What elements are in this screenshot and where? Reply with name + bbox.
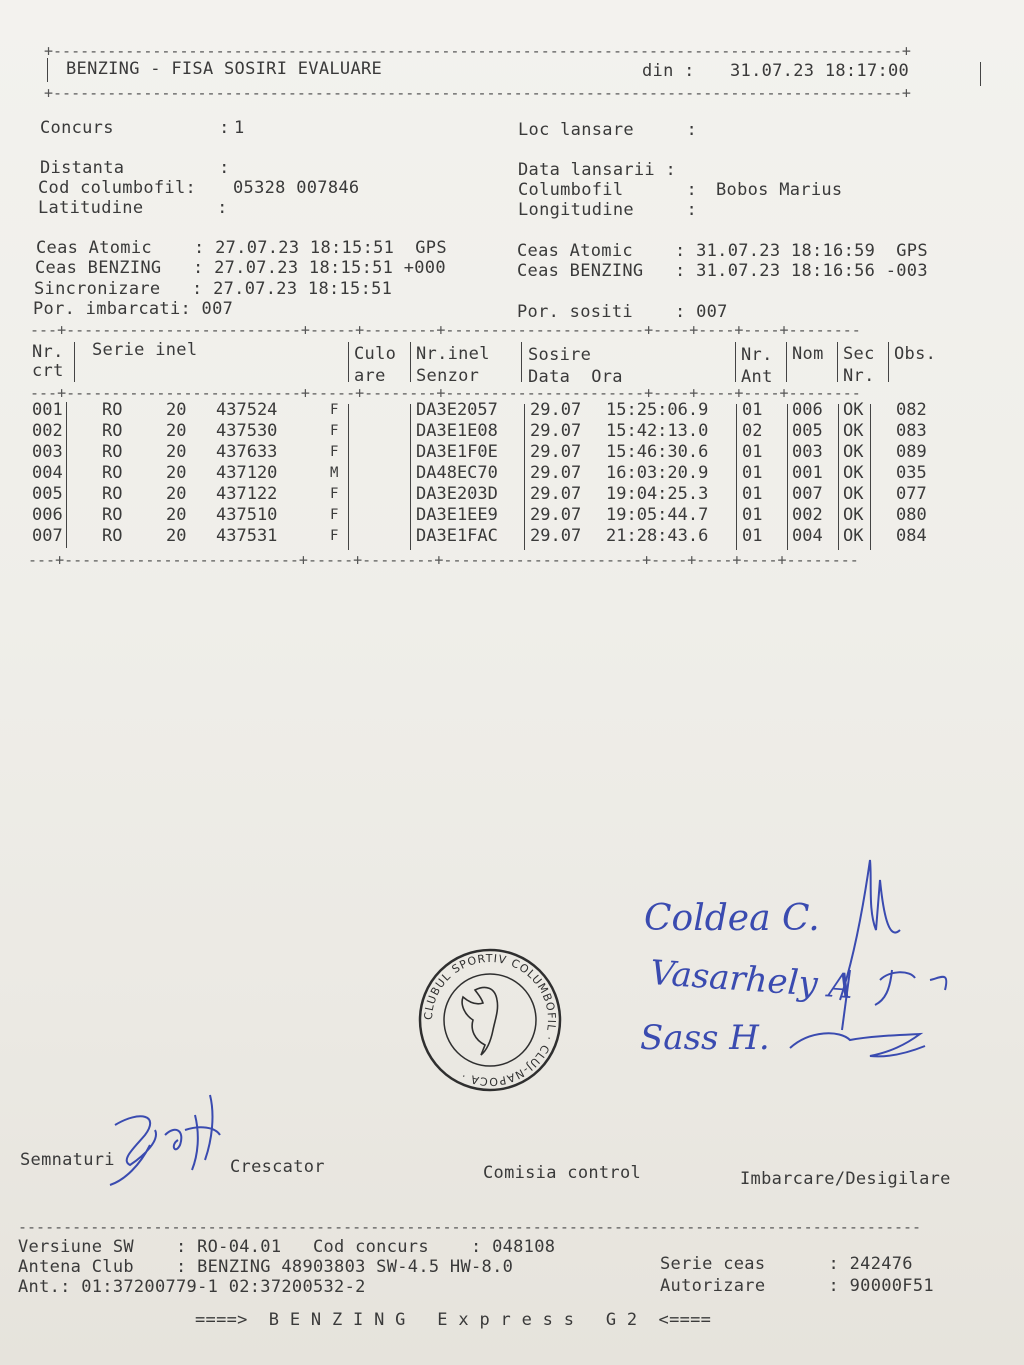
th-sec-nr: Nr. [843, 366, 875, 386]
signature-name-coldea: Coldea C. [644, 898, 820, 939]
table-row [0, 421, 1024, 442]
row-year: 20 [166, 505, 187, 525]
footer-autorizare: Autorizare : 90000F51 [660, 1276, 934, 1296]
row-country: RO [102, 484, 123, 504]
table-top-rule: ---+--------------------------+-----+--------+----------------------+----+----+----+-------- [30, 323, 861, 337]
row-ant: 01 [742, 463, 763, 483]
row-sex: F [330, 486, 339, 502]
row-sensor: DA3E1E08 [416, 421, 498, 441]
th-nr: Nr. [32, 342, 64, 362]
crescator-signature-icon [100, 1085, 240, 1195]
row-country: RO [102, 400, 123, 420]
table-bottom-rule: ---+--------------------------+-----+--------+----------------------+----+----+----+-------- [28, 553, 859, 567]
th-culo: Culo [354, 344, 397, 364]
header-right-bar [980, 62, 981, 86]
col-sep [888, 342, 889, 382]
row-nr: 005 [32, 484, 63, 504]
row-date: 29.07 [530, 484, 582, 504]
col-sep [837, 342, 838, 382]
din-value: 31.07.23 18:17:00 [730, 61, 910, 81]
row-nom: 007 [792, 484, 823, 504]
th-serie: Serie inel [92, 340, 198, 360]
loc-lansare-label: Loc lansare : [518, 120, 698, 140]
row-ring: 437531 [216, 526, 278, 546]
row-country: RO [102, 421, 123, 441]
label-crescator: Crescator [230, 1157, 325, 1177]
row-ant: 01 [742, 505, 763, 525]
row-sec: OK [843, 442, 864, 462]
row-nr: 001 [32, 400, 63, 420]
row-date: 29.07 [530, 421, 582, 441]
row-date: 29.07 [530, 505, 582, 525]
th-nom: Nom [792, 344, 824, 364]
row-year: 20 [166, 442, 187, 462]
th-data-ora: Data Ora [528, 367, 623, 387]
row-sec: OK [843, 421, 864, 441]
row-time: 21:28:43.6 [606, 526, 709, 546]
data-lansarii-label: Data lansarii : [518, 160, 677, 180]
row-country: RO [102, 526, 123, 546]
label-imbarcare: Imbarcare/Desigilare [740, 1169, 951, 1189]
footer-versiune: Versiune SW : RO-04.01 Cod concurs : 048108 [18, 1237, 556, 1257]
row-time: 15:25:06.9 [606, 400, 709, 420]
row-ring: 437633 [216, 442, 278, 462]
row-sex: F [330, 528, 339, 544]
columbofil-value: Bobos Marius [716, 180, 843, 200]
row-year: 20 [166, 463, 187, 483]
row-sensor: DA3E2057 [416, 400, 498, 420]
col-sep [786, 342, 787, 382]
th-ant: Ant [741, 367, 773, 387]
row-date: 29.07 [530, 400, 582, 420]
row-nom: 004 [792, 526, 823, 546]
row-sec: OK [843, 505, 864, 525]
latitudine-label: Latitudine : [38, 198, 228, 218]
th-nrinel: Nr.inel [416, 344, 490, 364]
row-ring: 437510 [216, 505, 278, 525]
row-sensor: DA48EC70 [416, 463, 498, 483]
row-obs: 080 [896, 505, 927, 525]
row-obs: 035 [896, 463, 927, 483]
concurs-value: 1 [234, 118, 245, 138]
row-ant: 01 [742, 526, 763, 546]
signature-name-vasarhely: Vasarhely A [648, 952, 855, 1008]
row-obs: 084 [896, 526, 927, 546]
document-title: BENZING - FISA SOSIRI EVALUARE [66, 59, 383, 79]
row-sec: OK [843, 484, 864, 504]
th-crt: crt [32, 361, 64, 381]
row-country: RO [102, 463, 123, 483]
col-sep [735, 342, 736, 382]
row-sensor: DA3E1FAC [416, 526, 498, 546]
row-country: RO [102, 442, 123, 462]
row-obs: 082 [896, 400, 927, 420]
row-sensor: DA3E1F0E [416, 442, 498, 462]
row-nom: 003 [792, 442, 823, 462]
row-obs: 083 [896, 421, 927, 441]
row-time: 15:42:13.0 [606, 421, 709, 441]
row-year: 20 [166, 421, 187, 441]
th-nr-ant: Nr. [741, 345, 773, 365]
distanta-label: Distanta : [40, 158, 230, 178]
row-ant: 02 [742, 421, 763, 441]
longitudine-label: Longitudine : [518, 200, 698, 220]
th-sosire: Sosire [528, 345, 592, 365]
footer-ant: Ant.: 01:37200779-1 02:37200532-2 [18, 1277, 366, 1297]
row-nom: 002 [792, 505, 823, 525]
th-obs: Obs. [894, 344, 937, 364]
col-sep [74, 342, 75, 382]
row-nr: 003 [32, 442, 63, 462]
row-time: 16:03:20.9 [606, 463, 709, 483]
col-sep [410, 342, 411, 382]
row-year: 20 [166, 526, 187, 546]
footer-antena: Antena Club : BENZING 48903803 SW-4.5 HW-8.0 [18, 1257, 514, 1277]
row-time: 15:46:30.6 [606, 442, 709, 462]
por-imbarcati: Por. imbarcati: 007 [33, 299, 234, 319]
stamp-seal-icon [415, 945, 565, 1095]
stamp-ring-text: CLUBUL SPORTIV COLUMBOFIL · CLUJ-NAPOCA · [421, 951, 559, 1089]
clock-right-benzing: Ceas BENZING : 31.07.23 18:16:56 -003 [517, 261, 928, 281]
th-sec: Sec [843, 344, 875, 364]
row-ant: 01 [742, 484, 763, 504]
row-obs: 089 [896, 442, 927, 462]
row-nom: 006 [792, 400, 823, 420]
footer-serie-ceas: Serie ceas : 242476 [660, 1254, 913, 1274]
row-obs: 077 [896, 484, 927, 504]
table-row [0, 505, 1024, 526]
col-sep [348, 342, 349, 382]
clock-right-atomic: Ceas Atomic : 31.07.23 18:16:59 GPS [517, 241, 928, 261]
footer-express: ====> B E N Z I N G E x p r e s s G 2 <==== [195, 1310, 712, 1330]
clock-left-sync: Sincronizare : 27.07.23 18:15:51 [34, 279, 393, 299]
svg-text:CLUBUL SPORTIV COLUMBOFIL · CL [422, 952, 558, 1088]
label-comisia: Comisia control [483, 1163, 642, 1183]
row-nom: 001 [792, 463, 823, 483]
row-ring: 437524 [216, 400, 278, 420]
row-ant: 01 [742, 400, 763, 420]
row-ant: 01 [742, 442, 763, 462]
table-row [0, 463, 1024, 484]
signature-name-sass: Sass H. [640, 1018, 770, 1058]
row-nom: 005 [792, 421, 823, 441]
label-semnaturi: Semnaturi [20, 1150, 115, 1170]
row-nr: 002 [32, 421, 63, 441]
clock-left-atomic: Ceas Atomic : 27.07.23 18:15:51 GPS [36, 238, 447, 258]
cod-columbofil-value: 05328 007846 [233, 178, 360, 198]
cod-columbofil-label: Cod columbofil: [38, 178, 197, 198]
row-sec: OK [843, 400, 864, 420]
table-row [0, 400, 1024, 421]
row-year: 20 [166, 484, 187, 504]
columbofil-label: Columbofil : [518, 180, 698, 200]
concurs-label: Concurs : [40, 118, 230, 138]
row-sex: F [330, 423, 339, 439]
row-sex: F [330, 507, 339, 523]
header-bottom-rule: +----------------------------------------------------------------------------------------------+ [44, 86, 911, 100]
row-country: RO [102, 505, 123, 525]
row-date: 29.07 [530, 526, 582, 546]
row-date: 29.07 [530, 442, 582, 462]
footer-rule: ---------------------------------------------------------------------------------------------------- [18, 1220, 922, 1234]
row-time: 19:05:44.7 [606, 505, 709, 525]
row-year: 20 [166, 400, 187, 420]
row-sensor: DA3E203D [416, 484, 498, 504]
row-nr: 004 [32, 463, 63, 483]
row-sensor: DA3E1EE9 [416, 505, 498, 525]
row-ring: 437530 [216, 421, 278, 441]
th-are: are [354, 366, 386, 386]
row-sex: F [330, 444, 339, 460]
row-sec: OK [843, 463, 864, 483]
row-sec: OK [843, 526, 864, 546]
th-senzor: Senzor [416, 366, 480, 386]
table-row [0, 484, 1024, 505]
row-sex: F [330, 402, 339, 418]
row-date: 29.07 [530, 463, 582, 483]
col-sep [521, 342, 522, 382]
club-stamp [415, 945, 565, 1095]
signature-scribbles-icon [780, 820, 980, 1080]
din-label: din : [642, 61, 695, 81]
clock-left-benzing: Ceas BENZING : 27.07.23 18:15:51 +000 [35, 258, 446, 278]
header-top-rule: +----------------------------------------------------------------------------------------------+ [44, 44, 911, 58]
row-sex: M [330, 465, 339, 481]
row-ring: 437120 [216, 463, 278, 483]
row-time: 19:04:25.3 [606, 484, 709, 504]
table-row [0, 526, 1024, 547]
row-nr: 007 [32, 526, 63, 546]
table-row [0, 442, 1024, 463]
row-nr: 006 [32, 505, 63, 525]
table-header-rule: ---+--------------------------+-----+--------+----------------------+----+----+----+-------- [30, 386, 861, 400]
por-sositi: Por. sositi : 007 [517, 302, 728, 322]
row-ring: 437122 [216, 484, 278, 504]
header-left-bar [47, 58, 48, 82]
